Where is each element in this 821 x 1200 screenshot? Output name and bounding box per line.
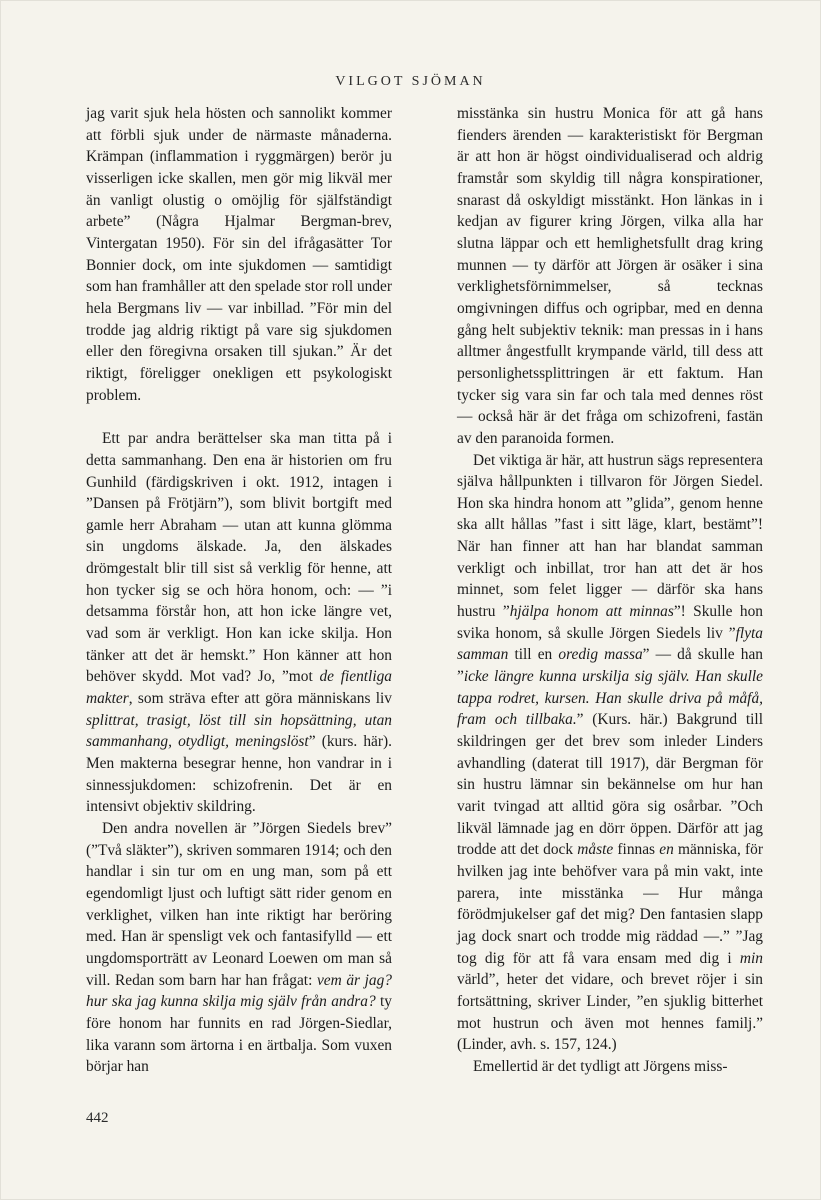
right-column: [457, 103, 763, 1078]
text-run: ” (kurs. här). Men makterna besegrar henne, hon vandrar in i sinnessjukdomen: schizofrenin. Det är en intensivt objektiv skildring.: [86, 733, 392, 816]
text-run: ”! Skulle hon svika honom, så skulle Jörgen Siedels liv ”: [457, 603, 763, 642]
text-run: jag varit sjuk hela hösten och sannolikt kommer att förbli sjuk under de närmaste månaderna. Krämpan (inflammation i ryggmärgen) berör ju visserligen icke skallen, men gör mig likväl mer än vanligt olustig o omöjlig för själfständigt arbete” (Några Hjalmar Bergman-brev, Vintergatan 1950). För sin del ifrågasätter Tor Bonnier dock, om inte sjukdomen — samtidigt som han framhåller att den spelade stor roll under hela Bergmans liv — var inbillad. ”För min del trodde jag aldrig riktigt på vare sig sjukdomen eller den föregivna orsaken till sjukan.” Är det riktigt, föreligger onekligen ett psykologiskt problem.: [86, 105, 393, 404]
paragraph: [86, 428, 392, 818]
text-run: ” — då skulle han ”: [457, 646, 763, 686]
text-run: till en: [508, 646, 559, 664]
italic-emphasis: oredig massa: [558, 646, 643, 664]
italic-emphasis: flyta samman: [457, 624, 763, 664]
text-run: Ett par andra berättelser ska man titta på i detta sammanhang. Den ena är historien om fru Gunhild (färdigskriven i okt. 1912, intagen i ”Dansen på Frötjärn”), som blivit bortgift med gamle herr Abraham — utan att kunna glömma sin ungdoms älskade. Ja, den älskades drömgestalt blir till sist så verklig för henne, att hon tycker sig se och höra honom, och: — ”i detsamma förstår hon, att hon icke längre vet, vad som är verkligt. Hon kan icke skilja. Hon tänker att det är hemskt.” Hon känner att hon behöver skydd. Mot vad? Jo, ”mot: [86, 430, 392, 686]
italic-emphasis: min: [739, 949, 763, 967]
paragraph: [457, 1056, 763, 1078]
paragraph: [86, 818, 392, 1078]
text-run: , som sträva efter att göra människans liv: [128, 690, 392, 708]
text-run: Emellertid är det tydligt att Jörgens miss-: [473, 1057, 728, 1075]
text-run: finnas: [613, 841, 660, 859]
paragraph: [86, 103, 392, 406]
text-run: Den andra novellen är ”Jörgen Siedels brev” (”Två släkter”), skriven sommaren 1914; och den handlar i sin tur om en ung man, som på ett egendomligt ljust och luftigt sätt rider genom en verklighet, vilken han inte riktigt har beröring med. Han är spensligt vek och fantasifylld — ett ungdomsporträtt av Leonard Loewen om man så vill. Redan som barn har han frågat:: [86, 820, 392, 989]
italic-emphasis: måste: [577, 841, 614, 859]
italic-emphasis: hjälpa honom att minnas: [509, 603, 674, 621]
page-number: 442: [86, 1110, 109, 1126]
left-column: [86, 103, 392, 1078]
italic-emphasis: vem är jag? hur ska jag kunna skilja mig själv från andra?: [86, 971, 392, 1011]
italic-emphasis: de fientliga makter: [86, 668, 393, 708]
text-run: ty före honom har funnits en rad Jörgen-Siedlar, lika varann som ärtorna i en ärtbalja. Som vuxen börjar han: [86, 993, 393, 1076]
text-run: Det viktiga är här, att hustrun sägs representera själva hållpunkten i tillvaron för Jörgen Siedel. Hon ska hindra honom att ”glida”, genom henne ska allt hållas ”fast i sitt läge, klart, bestämt”! När han finner att han har blandat samman verkligt och inbillat, tror han att det är hos minnet, som felet ligger — därför ska hans hustru ”: [457, 451, 763, 621]
text-run: värld”, heter det vidare, och brevet röjer i sin fortsättning, skriver Linder, ”en sjuklig bitterhet mot hustrun och även mot hennes familj.” (Linder, avh. s. 157, 124.): [457, 971, 763, 1054]
paragraph: [457, 450, 763, 1056]
text-run: människa, för hvilken jag inte behöfver vara på min vakt, inte parera, inte misstänka — Hur många förödmjukelser gaf det mig? Den fantasien slapp jag dock snart och trodde mig räddad —.” ”Jag tog dig för att få vara ensam med dig i: [457, 841, 763, 967]
text-run: misstänka sin hustru Monica för att gå hans fienders ärenden — karakteristiskt för Bergman är att hon är högst oindividualiserad och aldrig framstår som skyldig till några konspirationer, snarast då oskyldigt misstänkt. Hon länkas in i kedjan av figurer kring Jörgen, vilka alla har slutna läppar och ett hemlighetsfullt drag kring munnen — ty därför att Jörgen är osäker i sina verklighetsförnimmelser, så tecknas omgivningen diffus och ogripbar, med en denna gång helt subjektiv teknik: man pressas in i hans alltmer ångestfullt krympande värld, till dess att personlighetssplittringen är ett faktum. Han tycker sig vara sin far och tala med dennes röst — också här är det fråga om schizofreni, fastän av den paranoida formen.: [457, 105, 763, 447]
running-header: VILGOT SJÖMAN: [335, 74, 486, 89]
text-run: ” (Kurs. här.) Bakgrund till skildringen ger det brev som inleder Linders avhandling (daterat till 1917), där Bergman för sin hustru lämnar sin bekännelse om hur han varit tvingad att alltid göra sig osårbar. ”Och likväl lämnade jag en dörr öppen. Därför att jag trodde att det dock: [457, 711, 763, 859]
italic-emphasis: en: [659, 841, 674, 859]
paragraph: [457, 103, 763, 450]
italic-emphasis: splittrat, trasigt, löst till sin hopsättning, utan sammanhang, otydligt, meningslöst: [86, 711, 392, 751]
italic-emphasis: icke längre kunna urskilja sig själv. Han skulle tappa rodret, kursen. Han skulle driva på måfå, fram och tillbaka.: [457, 668, 763, 729]
